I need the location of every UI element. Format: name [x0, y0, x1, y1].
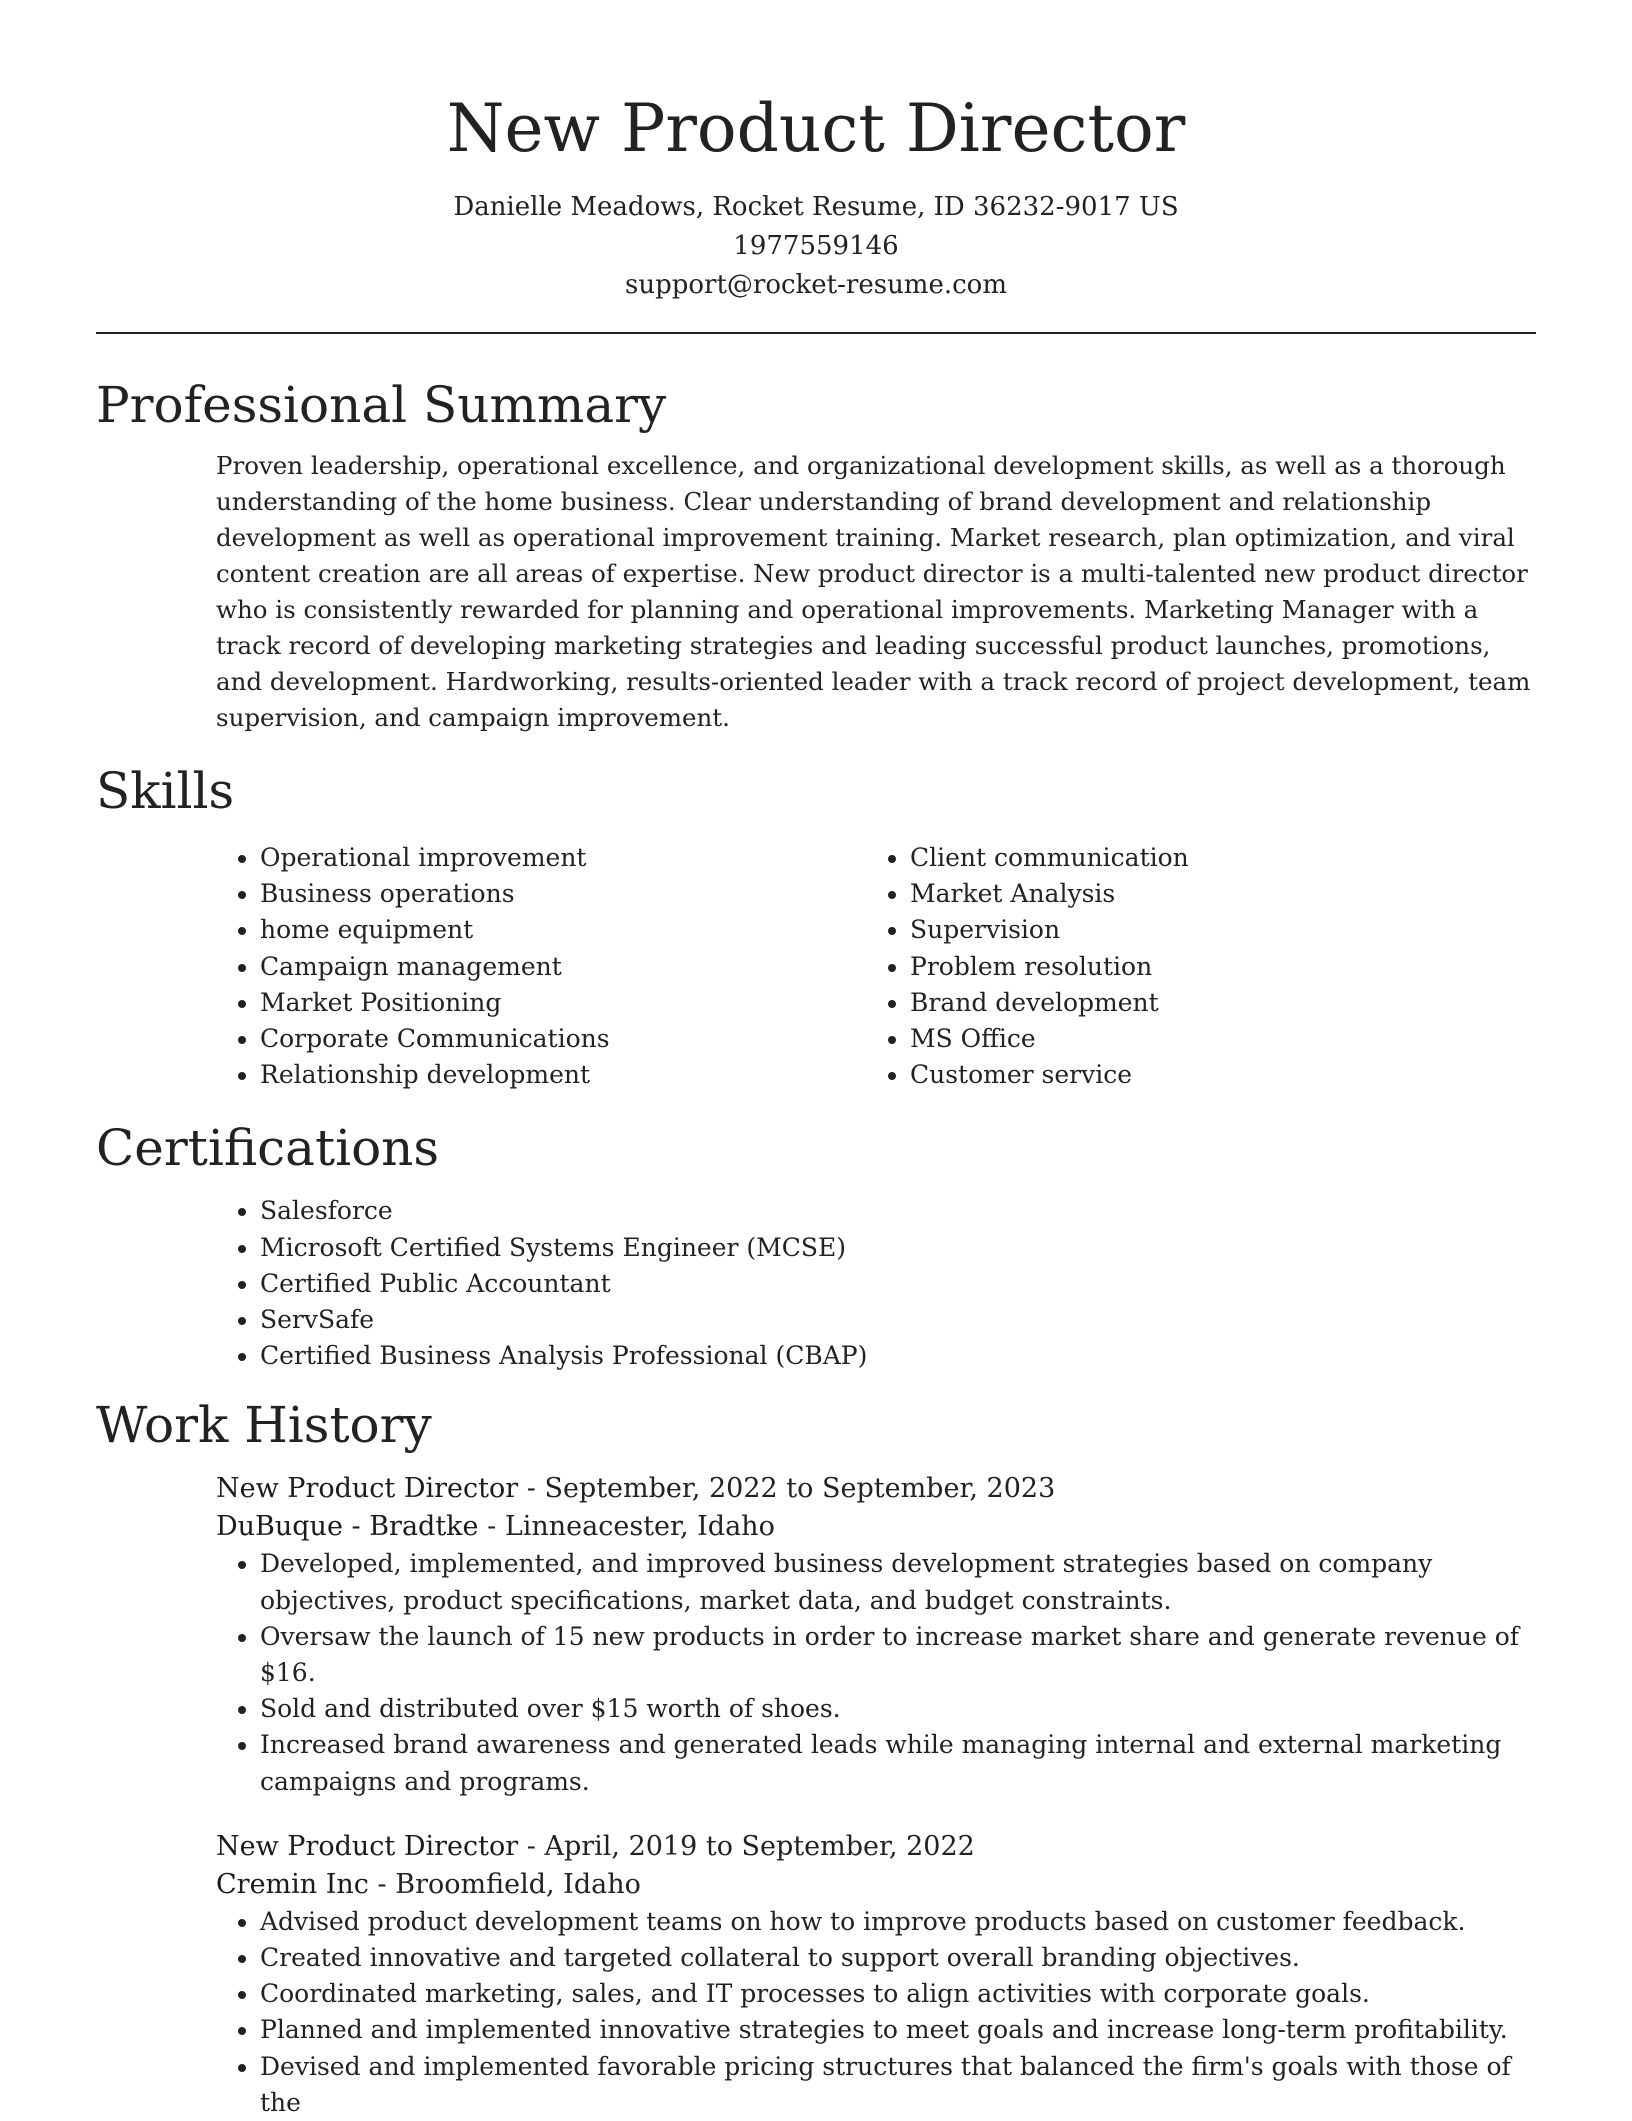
- job-duties-list: [216, 1904, 1536, 2121]
- certification-item: • Microsoft Certified Systems Engineer (MCSE): [260, 1230, 1536, 1266]
- skill-item: • home equipment: [260, 912, 866, 948]
- contact-block: [96, 188, 1536, 305]
- job-company: Cremin Inc: [216, 1868, 369, 1900]
- job-company-line: [216, 1508, 1536, 1546]
- contact-phone: 1977559146: [733, 231, 899, 261]
- job-duty-item: • Devised and implemented favorable pricing structures that balanced the firm's goals with those of the: [260, 2049, 1536, 2121]
- certification-item: • Salesforce: [260, 1193, 1536, 1229]
- skill-item: • Problem resolution: [910, 949, 1516, 985]
- skills-heading: Skills: [96, 762, 235, 820]
- work-history-heading: Work History: [96, 1396, 432, 1455]
- job-duty-item: • Planned and implemented innovative strategies to meet goals and increase long-term profitability.: [260, 2012, 1536, 2048]
- resume-page: [96, 0, 1536, 2121]
- certifications-heading: Certifications: [96, 1119, 440, 1178]
- job-dates: - April, 2019 to September, 2022: [518, 1830, 975, 1862]
- contact-address: Danielle Meadows, Rocket Resume, ID 36232-9017 US: [453, 192, 1179, 222]
- skill-item: • Corporate Communications: [260, 1021, 866, 1057]
- certification-item: • Certified Business Analysis Professional (CBAP): [260, 1338, 1536, 1374]
- job-entry: [216, 1470, 1536, 1799]
- certification-item: • ServSafe: [260, 1302, 1536, 1338]
- job-duty-item: • Increased brand awareness and generated leads while managing internal and external marketing campaigns and programs.: [260, 1727, 1536, 1799]
- certifications-block: [216, 1193, 1536, 1374]
- job-entry: [216, 1828, 1536, 2121]
- job-duty-item: • Advised product development teams on how to improve products based on customer feedback.: [260, 1904, 1536, 1940]
- skills-right-list: [866, 840, 1516, 1093]
- job-duty-item: • Created innovative and targeted collateral to support overall branding objectives.: [260, 1940, 1536, 1976]
- job-duty-item: • Sold and distributed over $15 worth of shoes.: [260, 1691, 1536, 1727]
- certifications-list: [216, 1193, 1536, 1374]
- skills-columns: [96, 840, 1536, 1093]
- resume-title: New Product Director: [446, 90, 1186, 167]
- skill-item: • Market Analysis: [910, 876, 1516, 912]
- skill-item: • Relationship development: [260, 1057, 866, 1093]
- skills-left-list: [216, 840, 866, 1093]
- skills-right-column: [866, 840, 1516, 1093]
- skill-item: • Brand development: [910, 985, 1516, 1021]
- skill-item: • Client communication: [910, 840, 1516, 876]
- certification-item: • Certified Public Accountant: [260, 1266, 1536, 1302]
- skill-item: • Supervision: [910, 912, 1516, 948]
- job-title-line: [216, 1470, 1536, 1508]
- skill-item: • MS Office: [910, 1021, 1516, 1057]
- job-dates: - September, 2022 to September, 2023: [518, 1473, 1056, 1505]
- skill-item: • Business operations: [260, 876, 866, 912]
- summary-heading: Professional Summary: [96, 376, 667, 434]
- skill-item: • Campaign management: [260, 949, 866, 985]
- job-company-line: [216, 1866, 1536, 1904]
- header-divider: [96, 332, 1536, 334]
- skill-item: • Operational improvement: [260, 840, 866, 876]
- contact-email: support@rocket-resume.com: [624, 270, 1007, 300]
- skill-item: • Customer service: [910, 1057, 1516, 1093]
- job-title-line: [216, 1828, 1536, 1866]
- job-location: - Broomfield, Idaho: [368, 1868, 641, 1900]
- skills-left-column: [216, 840, 866, 1093]
- job-duty-item: • Coordinated marketing, sales, and IT processes to align activities with corporate goals.: [260, 1976, 1536, 2012]
- job-company: DuBuque - Bradtke: [216, 1511, 479, 1543]
- job-duty-item: • Oversaw the launch of 15 new products in order to increase market share and generate revenue of $16.: [260, 1619, 1536, 1691]
- job-location: - Linneacester, Idaho: [478, 1511, 775, 1543]
- summary-text: Proven leadership, operational excellence, and organizational development skills, as well as a thorough understanding of the home business. Clear understanding of brand development and relationship development as well as operational improvement training. Market research, plan optimization, and viral content creation are all areas of expertise. New product director is a multi-talented new product director who is consistently rewarded for planning and operational improvements. Marketing Manager with a track record of developing marketing strategies and leading successful product launches, promotions, and development. Hardworking, results-oriented leader with a track record of project development, team supervision, and campaign improvement.: [216, 451, 1531, 732]
- job-duties-list: [216, 1546, 1536, 1799]
- skill-item: • Market Positioning: [260, 985, 866, 1021]
- job-title: New Product Director: [216, 1830, 519, 1862]
- job-title: New Product Director: [216, 1473, 519, 1505]
- job-duty-item: • Developed, implemented, and improved business development strategies based on company objectives, product specifications, market data, and budget constraints.: [260, 1546, 1536, 1618]
